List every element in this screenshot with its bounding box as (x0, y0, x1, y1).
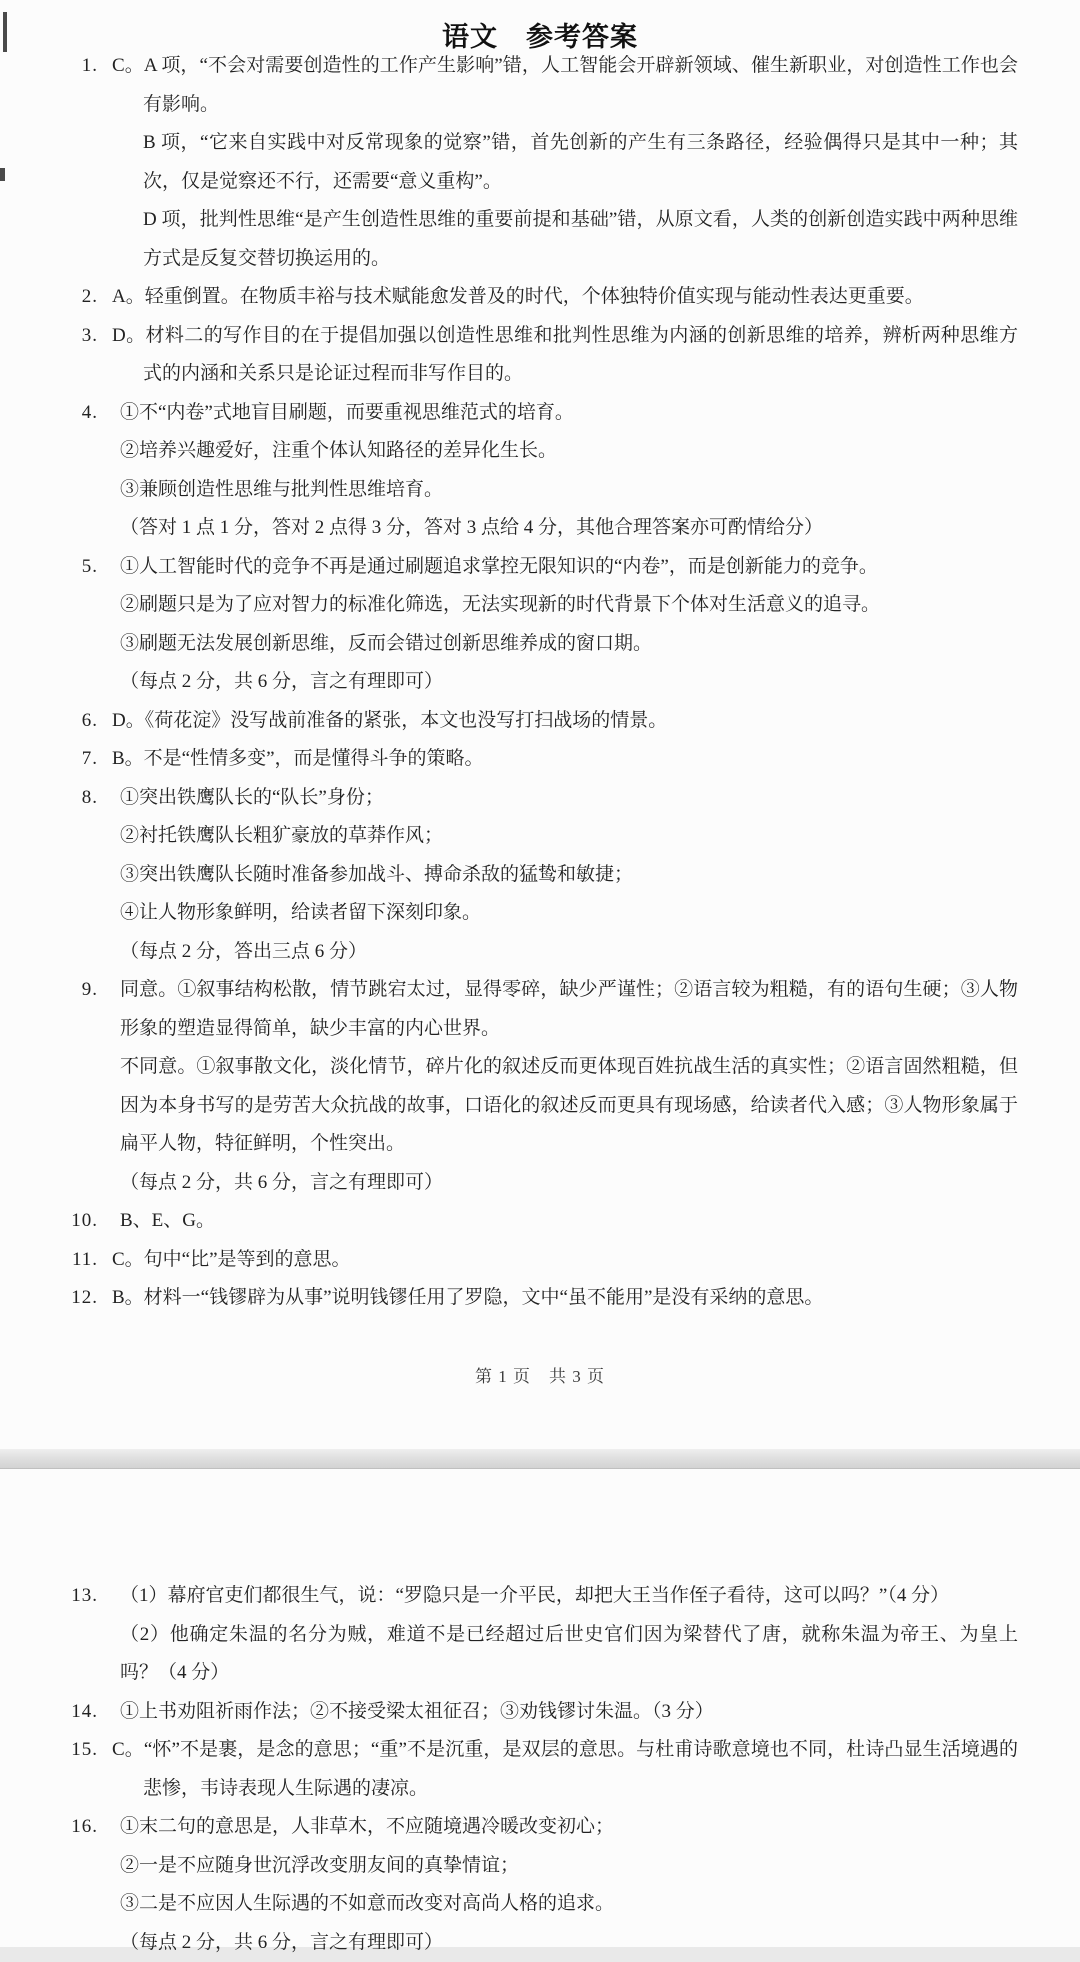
item-number: 10. (0, 1202, 98, 1241)
answer-text: 不同意。①叙事散文化，淡化情节，碎片化的叙述反而更体现百姓抗战生活的真实性；②语言固然粗糙，但因为本身书写的是劳苦大众抗战的故事，口语化的叙述反而更具有现场感，给读者代入感；③人物形象属于扁平人物，特征鲜明，个性突出。 (120, 1048, 1018, 1164)
answer-text: ③刷题无法发展创新思维，反而会错过创新思维养成的窗口期。 (120, 625, 1018, 664)
item-number: 1. (0, 47, 98, 86)
item-number: 8. (0, 779, 98, 818)
item-number: 14. (0, 1693, 98, 1732)
item-content (112, 394, 1018, 548)
item-content (112, 971, 1018, 1202)
answer-text: D。《荷花淀》没写战前准备的紧张，本文也没写打扫战场的情景。 (143, 702, 1018, 741)
answer-text: B。材料一“钱镠辟为从事”说明钱镠任用了罗隐，文中“虽不能用”是没有采纳的意思。 (143, 1279, 1018, 1318)
item-content (112, 740, 1018, 779)
answer-text: ①人工智能时代的竞争不再是通过刷题追求掌控无限知识的“内卷”，而是创新能力的竞争。 (120, 548, 1018, 587)
answer-list (0, 1577, 1080, 1962)
answer-item-3 (0, 317, 1080, 394)
answer-item-15 (0, 1731, 1080, 1808)
item-content (112, 1202, 1018, 1241)
item-content (112, 1731, 1018, 1808)
answer-text: D 项，批判性思维“是产生创造性思维的重要前提和基础”错，从原文看，人类的创新创造实践中两种思维方式是反复交替切换运用的。 (143, 201, 1018, 278)
answer-text: ④让人物形象鲜明，给读者留下深刻印象。 (120, 894, 1018, 933)
answer-text: （每点 2 分，共 6 分，言之有理即可） (120, 1924, 1018, 1962)
answer-text: D。材料二的写作目的在于提倡加强以创造性思维和批判性思维为内涵的创新思维的培养，辨析两种思维方式的内涵和关系只是论证过程而非写作目的。 (143, 317, 1018, 394)
answer-text: ①突出铁鹰队长的“队长”身份； (120, 779, 1018, 818)
item-content (112, 278, 1018, 317)
item-content (112, 1241, 1018, 1280)
answer-text: 同意。①叙事结构松散，情节跳宕太过，显得零碎，缺少严谨性；②语言较为粗糙，有的语句生硬；③人物形象的塑造显得简单，缺少丰富的内心世界。 (120, 971, 1018, 1048)
answer-item-1 (0, 47, 1080, 278)
answer-text: B、E、G。 (120, 1202, 1018, 1241)
answer-item-7 (0, 740, 1080, 779)
item-number: 12. (0, 1279, 98, 1318)
item-content (112, 317, 1018, 394)
answer-text: ②衬托铁鹰队长粗犷豪放的草莽作风； (120, 817, 1018, 856)
answer-text: ②刷题只是为了应对智力的标准化筛选，无法实现新的时代背景下个体对生活意义的追寻。 (120, 586, 1018, 625)
document-page-2 (0, 1469, 1080, 1947)
scan-artifact (3, 12, 7, 52)
answer-item-13 (0, 1577, 1080, 1693)
item-number: 11. (0, 1241, 98, 1280)
item-number: 7. (0, 740, 98, 779)
answer-text: ①上书劝阻祈雨作法；②不接受梁太祖征召；③劝钱镠讨朱温。（3 分） (120, 1693, 1018, 1732)
answer-item-8 (0, 779, 1080, 972)
item-content (112, 1808, 1018, 1962)
answer-text: C。“怀”不是裹，是念的意思；“重”不是沉重，是双层的意思。与杜甫诗歌意境也不同，杜诗凸显生活境遇的悲惨，韦诗表现人生际遇的凄凉。 (143, 1731, 1018, 1808)
item-content (112, 779, 1018, 972)
answer-item-12 (0, 1279, 1080, 1318)
item-content (112, 1693, 1018, 1732)
page-separator (0, 1449, 1080, 1469)
page-title: 语文 参考答案 (0, 0, 1080, 47)
item-content (112, 702, 1018, 741)
answer-text: （每点 2 分，共 6 分，言之有理即可） (120, 663, 1018, 702)
answer-text: ③兼顾创造性思维与批判性思维培育。 (120, 471, 1018, 510)
item-number: 3. (0, 317, 98, 356)
answer-text: ②一是不应随身世沉浮改变朋友间的真挚情谊； (120, 1847, 1018, 1886)
answer-item-9 (0, 971, 1080, 1202)
item-content (112, 47, 1018, 278)
answer-text: （每点 2 分，共 6 分，言之有理即可） (120, 1164, 1018, 1203)
item-content (112, 1279, 1018, 1318)
answer-item-6 (0, 702, 1080, 741)
answer-text: B 项，“它来自实践中对反常现象的觉察”错，首先创新的产生有三条路径，经验偶得只是其中一种；其次，仅是觉察还不行，还需要“意义重构”。 (143, 124, 1018, 201)
item-number: 6. (0, 702, 98, 741)
item-content (112, 1577, 1018, 1693)
answer-text: ③二是不应因人生际遇的不如意而改变对高尚人格的追求。 (120, 1885, 1018, 1924)
item-number: 15. (0, 1731, 98, 1770)
item-number: 4. (0, 394, 98, 433)
answer-text: C。A 项，“不会对需要创造性的工作产生影响”错，人工智能会开辟新领域、催生新职业，对创造性工作也会有影响。 (143, 47, 1018, 124)
item-number: 9. (0, 971, 98, 1010)
answer-text: B。不是“性情多变”，而是懂得斗争的策略。 (143, 740, 1018, 779)
answer-text: ①不“内卷”式地盲目刷题，而要重视思维范式的培育。 (120, 394, 1018, 433)
item-number: 13. (0, 1577, 98, 1616)
answer-item-4 (0, 394, 1080, 548)
answer-item-5 (0, 548, 1080, 702)
answer-text: C。句中“比”是等到的意思。 (143, 1241, 1018, 1280)
answer-text: （每点 2 分，答出三点 6 分） (120, 933, 1018, 972)
answer-text: （2）他确定朱温的名分为贼，难道不是已经超过后世史官们因为梁替代了唐，就称朱温为帝王、为皇上吗？（4 分） (120, 1616, 1018, 1693)
answer-item-16 (0, 1808, 1080, 1962)
answer-text: （答对 1 点 1 分，答对 2 点得 3 分，答对 3 点给 4 分，其他合理答案亦可酌情给分） (120, 509, 1018, 548)
answer-item-11 (0, 1241, 1080, 1280)
answer-item-10 (0, 1202, 1080, 1241)
item-number: 2. (0, 278, 98, 317)
answer-text: （1）幕府官吏们都很生气，说：“罗隐只是一介平民，却把大王当作侄子看待，这可以吗？”（4 分） (120, 1577, 1018, 1616)
answer-text: ③突出铁鹰队长随时准备参加战斗、搏命杀敌的猛鸷和敏捷； (120, 856, 1018, 895)
item-content (112, 548, 1018, 702)
answer-item-2 (0, 278, 1080, 317)
item-number: 16. (0, 1808, 98, 1847)
answer-text: ①末二句的意思是，人非草木，不应随境遇冷暖改变初心； (120, 1808, 1018, 1847)
answer-text: ②培养兴趣爱好，注重个体认知路径的差异化生长。 (120, 432, 1018, 471)
page-footer: 第 1 页 共 3 页 (0, 1362, 1080, 1387)
answer-item-14 (0, 1693, 1080, 1732)
answer-text: A。轻重倒置。在物质丰裕与技术赋能愈发普及的时代，个体独特价值实现与能动性表达更重要。 (143, 278, 1018, 317)
item-number: 5. (0, 548, 98, 587)
answer-list (0, 47, 1080, 1318)
